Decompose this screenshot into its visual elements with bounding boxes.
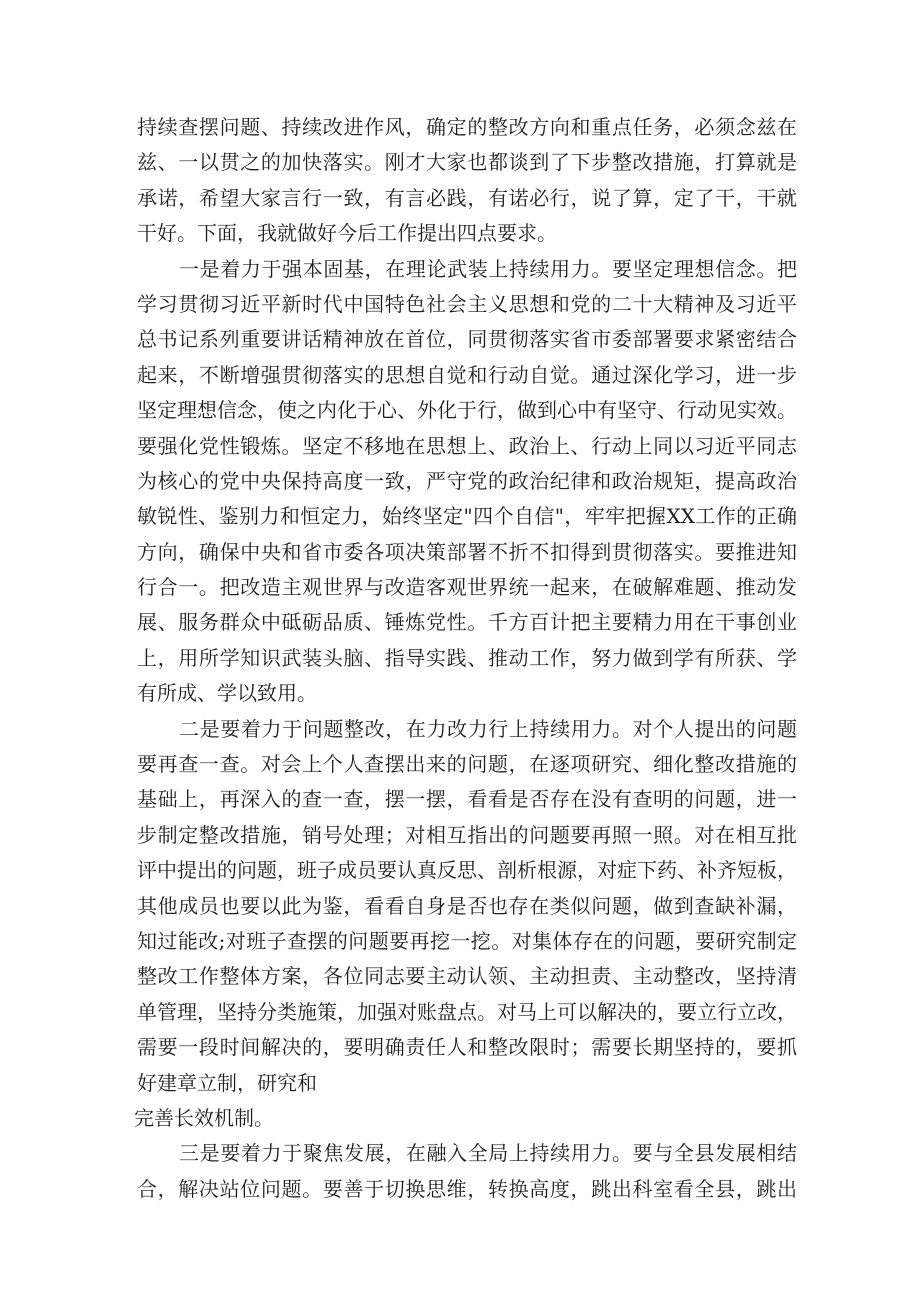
text-line: 要强化党性锻炼。坚定不移地在思想上、政治上、行动上同以习近平同志 [137, 433, 797, 458]
paragraph-3 [137, 1136, 797, 1207]
text-line: 总书记系列重要讲话精神放在首位，同贯彻落实省市委部署要求紧密结合 [137, 327, 797, 352]
text-line: 展、服务群众中砥砺品质、锤炼党性。千方百计把主要精力用在干事创业 [137, 610, 797, 635]
text-line: 三是要着力于聚焦发展，在融入全局上持续用力。要与全县发展相结 [179, 1141, 797, 1166]
text-line: 好建章立制，研究和 [137, 1070, 317, 1095]
paragraph-intro [137, 110, 797, 252]
document-body [134, 110, 797, 1207]
text-line: 为核心的党中央保持高度一致，严守党的政治纪律和政治规矩，提高政治 [137, 468, 797, 493]
text-line: 持续查摆问题、持续改进作风，确定的整改方向和重点任务，必须念兹在 [137, 115, 797, 139]
text-line: 坚定理想信念，使之内化于心、外化于行，做到心中有坚守、行动见实效。 [137, 398, 797, 423]
text-line: 起来，不断增强贯彻落实的思想自觉和行动自觉。通过深化学习，进一步 [137, 362, 797, 387]
text-line: 上，用所学知识武装头脑、指导实践、推动工作，努力做到学有所获、学 [137, 645, 797, 670]
text-line: 基础上，再深入的查一查，摆一摆，看看是否存在没有查明的问题，进一 [137, 787, 797, 812]
text-line: 方向，确保中央和省市委各项决策部署不折不扣得到贯彻落实。要推进知 [137, 539, 797, 564]
text-line: 兹、一以贯之的加快落实。刚才大家也都谈到了下步整改措施，打算就是 [137, 150, 797, 175]
paragraph-1 [137, 252, 797, 712]
text-line: 一是着力于强本固基，在理论武装上持续用力。要坚定理想信念。把 [179, 256, 797, 281]
text-line: 合，解决站位问题。要善于切换思维，转换高度，跳出科室看全县，跳出 [137, 1176, 797, 1201]
text-line: 干好。下面，我就做好今后工作提出四点要求。 [137, 221, 557, 246]
text-line: 敏锐性、鉴别力和恒定力，始终坚定"四个自信"，牢牢把握XX工作的正确 [137, 504, 797, 529]
text-line: 整改工作整体方案，各位同志要主动认领、主动担责、主动整改，坚持清 [137, 964, 797, 989]
text-line: 承诺，希望大家言行一致，有言必践，有诺必行，说了算，定了干，干就 [137, 185, 797, 210]
text-line: 知过能改;对班子查摆的问题要再挖一挖。对集体存在的问题，要研究制定 [137, 928, 797, 953]
text-line: 步制定整改措施，销号处理；对相互指出的问题要再照一照。对在相互批 [137, 822, 797, 847]
text-line: 评中提出的问题，班子成员要认真反思、剖析根源，对症下药、补齐短板， [137, 858, 797, 883]
text-line: 单管理，坚持分类施策，加强对账盘点。对马上可以解决的，要立行立改， [137, 999, 797, 1024]
text-line: 行合一。把改造主观世界与改造客观世界统一起来，在破解难题、推动发 [137, 575, 797, 600]
paragraph-2 [134, 712, 797, 1137]
text-line: 其他成员也要以此为鉴，看看自身是否也存在类似问题，做到查缺补漏， [137, 893, 797, 918]
text-line: 二是要着力于问题整改，在力改力行上持续用力。对个人提出的问题 [179, 716, 797, 741]
text-line: 学习贯彻习近平新时代中国特色社会主义思想和党的二十大精神及习近平 [137, 291, 797, 316]
text-line: 需要一段时间解决的，要明确责任人和整改限时；需要长期坚持的，要抓 [137, 1035, 797, 1060]
text-line: 要再查一查。对会上个人查摆出来的问题，在逐项研究、细化整改措施的 [137, 752, 797, 777]
text-line: 有所成、学以致用。 [137, 681, 317, 706]
text-line: 完善长效机制。 [134, 1105, 274, 1130]
